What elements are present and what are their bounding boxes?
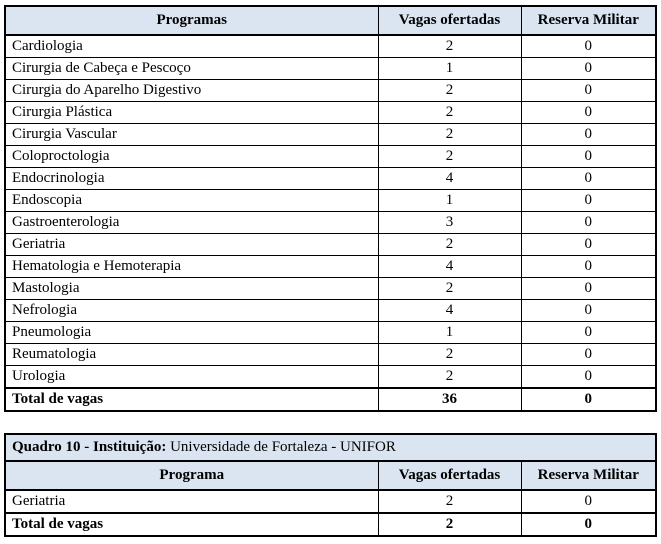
vagas-cell: 2 — [378, 490, 521, 513]
program-cell: Geriatria — [5, 490, 378, 513]
table-header-row — [5, 461, 656, 490]
column-header-reserva: Reserva Militar — [521, 6, 656, 35]
table-row — [5, 212, 656, 234]
programs-table — [4, 5, 657, 412]
reserva-cell: 0 — [521, 490, 656, 513]
table-caption — [5, 434, 656, 461]
table-row — [5, 124, 656, 146]
caption-label: Quadro 10 - Instituição: — [12, 439, 167, 455]
column-header-programas: Programas — [5, 6, 378, 35]
table-row — [5, 490, 656, 513]
vagas-cell: 2 — [378, 366, 521, 389]
table-row — [5, 344, 656, 366]
program-cell: Cirurgia Vascular — [5, 124, 378, 146]
vagas-cell: 2 — [378, 344, 521, 366]
vagas-cell: 1 — [378, 322, 521, 344]
table-row — [5, 35, 656, 58]
vagas-cell: 2 — [378, 234, 521, 256]
reserva-cell: 0 — [521, 80, 656, 102]
program-cell: Gastroenterologia — [5, 212, 378, 234]
vagas-cell: 2 — [378, 278, 521, 300]
total-row — [5, 513, 656, 536]
table-row — [5, 278, 656, 300]
program-cell: Endoscopia — [5, 190, 378, 212]
program-cell: Urologia — [5, 366, 378, 389]
program-cell: Hematologia e Hemoterapia — [5, 256, 378, 278]
reserva-cell: 0 — [521, 146, 656, 168]
reserva-cell: 0 — [521, 35, 656, 58]
table-row — [5, 234, 656, 256]
caption-value: Universidade de Fortaleza - UNIFOR — [166, 439, 396, 455]
reserva-cell: 0 — [521, 58, 656, 80]
reserva-cell: 0 — [521, 344, 656, 366]
reserva-cell: 0 — [521, 102, 656, 124]
vagas-cell: 3 — [378, 212, 521, 234]
total-label: Total de vagas — [5, 513, 378, 536]
table-caption-row — [5, 434, 656, 461]
vagas-cell: 1 — [378, 58, 521, 80]
vagas-cell: 1 — [378, 190, 521, 212]
table-row — [5, 102, 656, 124]
reserva-cell: 0 — [521, 168, 656, 190]
reserva-cell: 0 — [521, 234, 656, 256]
reserva-cell: 0 — [521, 300, 656, 322]
program-cell: Cirurgia do Aparelho Digestivo — [5, 80, 378, 102]
vagas-cell: 4 — [378, 300, 521, 322]
total-vagas: 36 — [378, 388, 521, 411]
reserva-cell: 0 — [521, 256, 656, 278]
table-header-row — [5, 6, 656, 35]
column-header-vagas: Vagas ofertadas — [378, 6, 521, 35]
program-cell: Nefrologia — [5, 300, 378, 322]
program-cell: Pneumologia — [5, 322, 378, 344]
column-header-vagas: Vagas ofertadas — [378, 461, 521, 490]
vagas-cell: 2 — [378, 102, 521, 124]
program-cell: Reumatologia — [5, 344, 378, 366]
program-cell: Mastologia — [5, 278, 378, 300]
column-header-programa: Programa — [5, 461, 378, 490]
table-row — [5, 322, 656, 344]
vagas-cell: 2 — [378, 35, 521, 58]
program-cell: Endocrinologia — [5, 168, 378, 190]
total-label: Total de vagas — [5, 388, 378, 411]
table-row — [5, 80, 656, 102]
quadro-10-table — [4, 433, 657, 537]
total-row — [5, 388, 656, 411]
table-row — [5, 168, 656, 190]
reserva-cell: 0 — [521, 366, 656, 389]
table-row — [5, 256, 656, 278]
total-vagas: 2 — [378, 513, 521, 536]
reserva-cell: 0 — [521, 124, 656, 146]
vagas-cell: 2 — [378, 124, 521, 146]
reserva-cell: 0 — [521, 278, 656, 300]
table-row — [5, 300, 656, 322]
column-header-reserva: Reserva Militar — [521, 461, 656, 490]
table-row — [5, 58, 656, 80]
program-cell: Geriatria — [5, 234, 378, 256]
total-reserva: 0 — [521, 513, 656, 536]
reserva-cell: 0 — [521, 190, 656, 212]
program-cell: Coloproctologia — [5, 146, 378, 168]
vagas-cell: 4 — [378, 168, 521, 190]
vagas-cell: 2 — [378, 80, 521, 102]
vagas-cell: 2 — [378, 146, 521, 168]
program-cell: Cirurgia de Cabeça e Pescoço — [5, 58, 378, 80]
reserva-cell: 0 — [521, 322, 656, 344]
reserva-cell: 0 — [521, 212, 656, 234]
table-row — [5, 190, 656, 212]
table-row — [5, 366, 656, 389]
program-cell: Cardiologia — [5, 35, 378, 58]
total-reserva: 0 — [521, 388, 656, 411]
program-cell: Cirurgia Plástica — [5, 102, 378, 124]
table-row — [5, 146, 656, 168]
vagas-cell: 4 — [378, 256, 521, 278]
